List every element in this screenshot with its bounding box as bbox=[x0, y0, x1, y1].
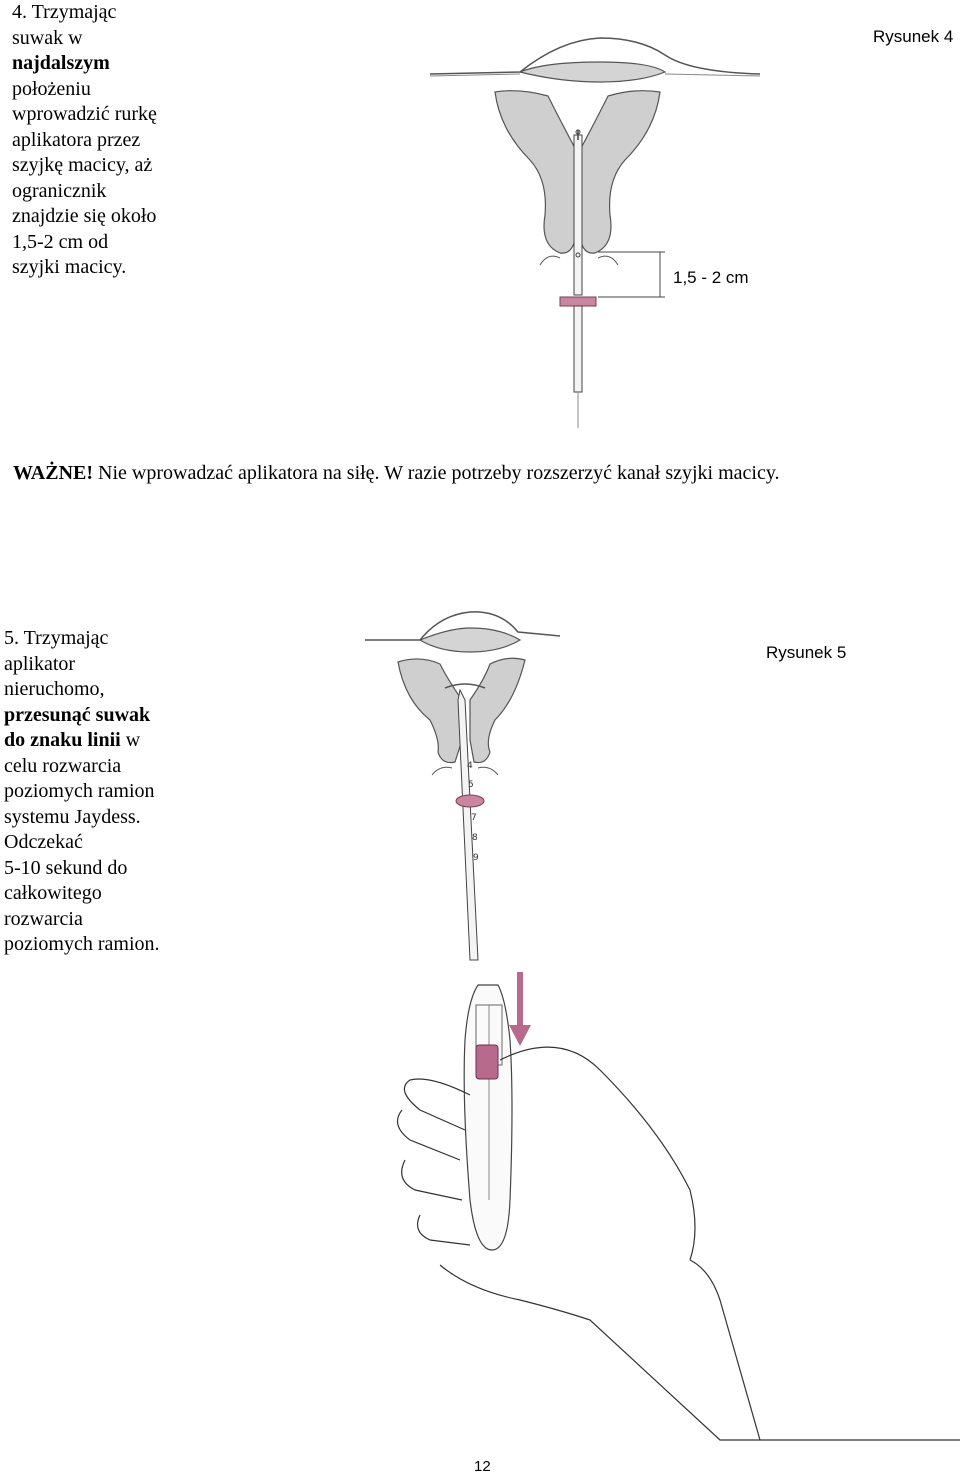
step5-line: nieruchomo, bbox=[4, 678, 105, 700]
dimension-label: 1,5 - 2 cm bbox=[673, 268, 749, 287]
step4-line: 4. Trzymając bbox=[12, 1, 117, 23]
warning-text: Nie wprowadzać aplikatora na siłę. W razie potrzeby rozszerzyć kanał szyjki macicy. bbox=[93, 462, 780, 484]
scale-mark: 5 bbox=[468, 780, 474, 790]
step5-line: poziomych ramion. bbox=[4, 933, 160, 955]
step4-line: położeniu bbox=[12, 77, 91, 100]
step5-line-bold: przesunąć suwak bbox=[4, 703, 151, 726]
step5-line: rozwarcia bbox=[4, 907, 83, 930]
scale-mark: 7 bbox=[471, 813, 477, 823]
step5-line: 5. Trzymając bbox=[4, 627, 109, 649]
step4-line: szyjkę macicy, aż bbox=[12, 154, 153, 176]
step5-line: całkowitego bbox=[4, 882, 102, 904]
step4-line: aplikatora przez bbox=[12, 128, 141, 151]
step4-line: wprowadzić rurkę bbox=[12, 103, 157, 125]
step4-line: znajdzie się około bbox=[12, 205, 157, 227]
step4-line: 1,5-2 cm od bbox=[12, 230, 109, 253]
step5-line: Odczekać bbox=[4, 831, 83, 853]
figure5-caption: Rysunek 5 bbox=[766, 643, 847, 662]
step4-line: szyjki macicy. bbox=[12, 256, 127, 278]
scale-mark: 9 bbox=[473, 853, 479, 863]
figure4-caption: Rysunek 4 bbox=[873, 27, 954, 46]
step5-rest-part: w bbox=[120, 729, 141, 751]
scale-mark: 4 bbox=[467, 761, 473, 771]
step4-line-bold: najdalszym bbox=[12, 52, 110, 74]
step4-line: ogranicznik bbox=[12, 179, 107, 202]
step5-line: aplikator bbox=[4, 652, 76, 675]
step4-line: suwak w bbox=[12, 26, 83, 49]
step5-line: 5-10 sekund do bbox=[4, 856, 128, 879]
step5-bold-part: do znaku linii bbox=[4, 729, 121, 751]
page-number: 12 bbox=[474, 1458, 491, 1475]
step5-line: celu rozwarcia bbox=[4, 754, 122, 777]
step5-line: poziomych ramion bbox=[4, 780, 155, 802]
scale-mark: 8 bbox=[472, 833, 478, 843]
warning-heading: WAŻNE! bbox=[13, 462, 94, 484]
step5-line: systemu Jaydess. bbox=[4, 805, 141, 828]
